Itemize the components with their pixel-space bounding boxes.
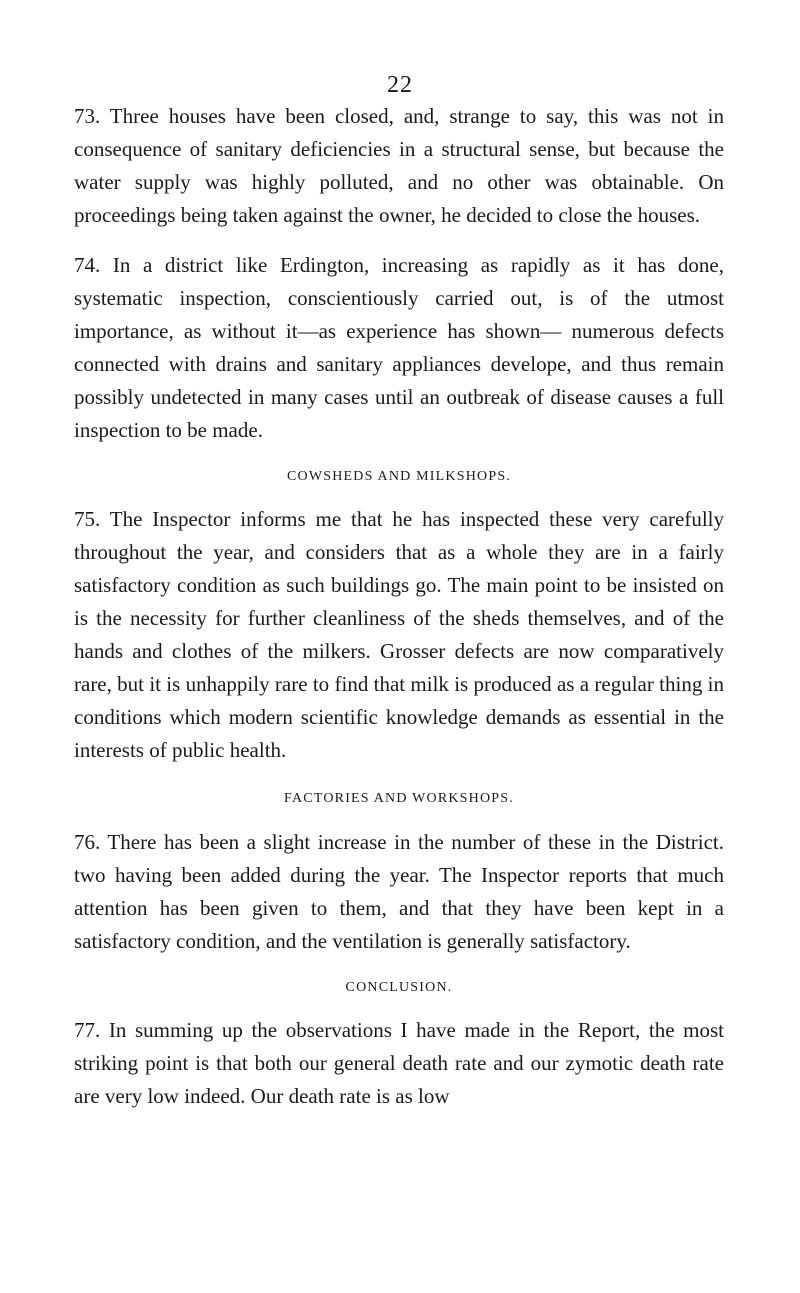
- paragraph-77: 77. In summing up the observations I have made in the Report, the most striking point is that both our general death rate and our zymotic death rate are very low indeed. Our death rate is as low: [74, 1018, 724, 1108]
- section-heading-cowsheds: COWSHEDS AND MILKSHOPS.: [286, 469, 512, 484]
- paragraph-73: 73. Three houses have been closed, and, strange to say, this was not in consequence of sanitary deficiencies in a structural sense, but because the water supply was highly polluted, and no other was obtainable. On proceedings being taken against the owner, he decided to close the houses.: [74, 104, 724, 227]
- paragraph-75: 75. The Inspector informs me that he has inspected these very carefully throughout the year, and considers that as a whole they are in a fairly satisfactory condition as such buildings go. The main point to be insisted on is the necessity for further cleanliness of the sheds themselves, and of the hands and clothes of the milkers. Grosser defects are now comparatively rare, but it is unhappily rare to find that milk is produced as a regular thing in conditions which modern scientific knowledge demands as essential in the interests of public health.: [74, 507, 724, 762]
- section-heading-factories: FACTORIES AND WORKSHOPS.: [284, 791, 514, 806]
- page-number: 22: [387, 72, 413, 98]
- paragraph-76: 76. There has been a slight increase in the number of these in the District. two having been added during the year. The Inspector reports that much attention has been given to them, and that they have been kept in a satisfactory condition, and the ventilation is generally satisfactory.: [74, 830, 724, 953]
- paragraph-74: 74. In a district like Erdington, increasing as rapidly as it has done, systematic inspection, conscientiously carried out, is of the utmost importance, as without it—as experience has shown— numerous defects connected with drains and sanitary appliances develope, and thus remain possibly undetected in many cases until an outbreak of disease causes a full inspection to be made.: [74, 253, 724, 442]
- body-text: [74, 100, 724, 1113]
- section-heading-conclusion: CONCLUSION.: [345, 980, 453, 995]
